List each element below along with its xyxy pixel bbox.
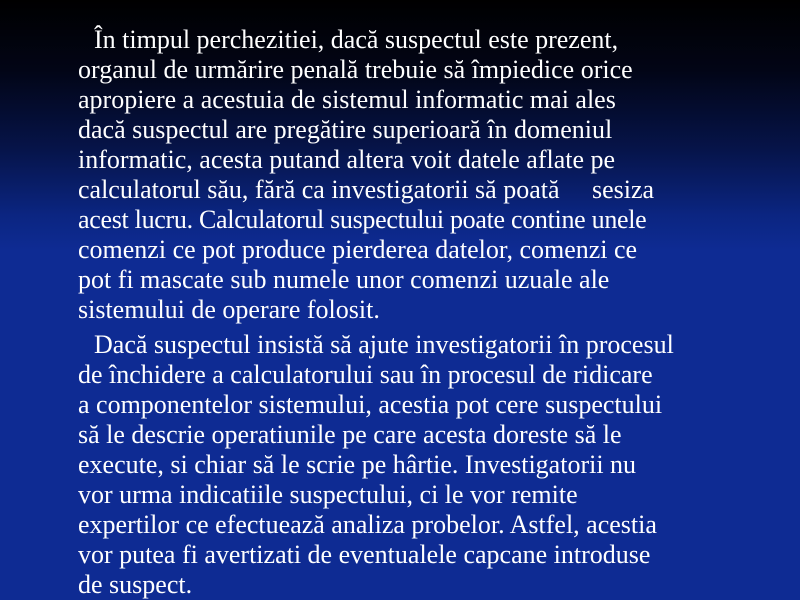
paragraph-1-line-9: pot fi mascate sub numele unor comenzi uzuale ale (78, 265, 610, 294)
paragraph-2-line-3: a componentelor sistemului, acestia pot cere suspectului (78, 390, 663, 419)
paragraph-2-line-2: de închidere a calculatorului sau în procesul de ridicare (78, 360, 653, 389)
paragraph-1-line-10: sistemului de operare folosit. (78, 295, 380, 324)
paragraph-1-line-1: În timpul perchezitiei, dacă suspectul este prezent, (94, 25, 619, 54)
paragraph-2-line-9: de suspect. (78, 570, 193, 599)
paragraph-1-line-6: calculatorul său, fără ca investigatorii să poată sesiza (78, 175, 655, 204)
paragraph-2-line-7: expertilor ce efectuează analiza probelor. Astfel, acestia (78, 510, 657, 539)
paragraph-1-line-4: dacă suspectul are pregătire superioară în domeniul (78, 115, 613, 144)
paragraph-2-line-4: să le descrie operatiunile pe care acesta doreste să le (78, 420, 622, 449)
paragraph-2-line-1: Dacă suspectul insistă să ajute investigatorii în procesul (94, 330, 674, 359)
paragraph-2-line-6: vor urma indicatiile suspectului, ci le vor remite (78, 480, 578, 509)
paragraph-1-line-2: organul de urmărire penală trebuie să împiedice orice (78, 55, 633, 84)
paragraph-1-line-3: apropiere a acestuia de sistemul informatic mai ales (78, 85, 616, 114)
paragraph-1-line-7: acest lucru. Calculatorul suspectului poate contine unele (78, 205, 647, 234)
paragraph-1-line-8: comenzi ce pot produce pierderea datelor, comenzi ce (78, 235, 638, 264)
paragraph-2-line-8: vor putea fi avertizati de eventualele capcane introduse (78, 540, 651, 569)
paragraph-1-line-5: informatic, acesta putand altera voit datele aflate pe (78, 145, 616, 174)
paragraph-2-line-5: execute, si chiar să le scrie pe hârtie. Investigatorii nu (78, 450, 637, 479)
